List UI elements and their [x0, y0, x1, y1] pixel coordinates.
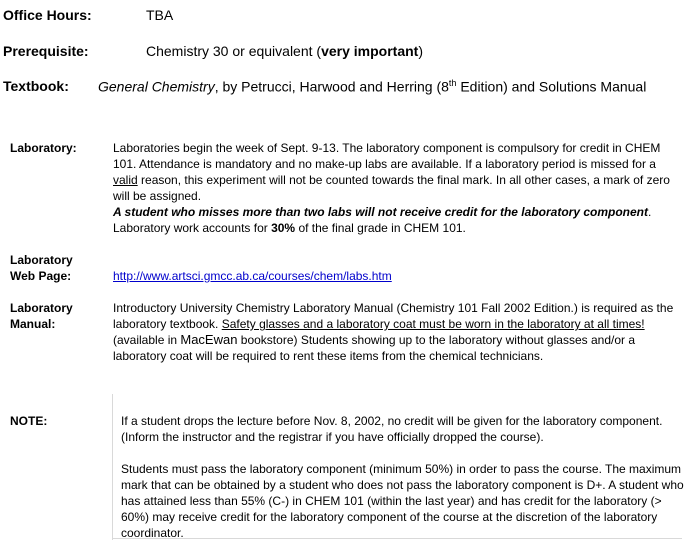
- laboratory-description: Laboratories begin the week of Sept. 9-13. The laboratory component is compulsory for credit in CHEM 101. Attendance is mandatory and no make-up labs are available. If a laboratory period is missed for a valid reason, this experiment will not be counted towards the final mark. In all other cases, a mark of zero will be assigned. A student who misses more than two labs will not receive credit for the laboratory component. Laboratory work accounts for 30% of the final grade in CHEM 101.: [113, 141, 670, 235]
- valid-word: valid: [113, 173, 138, 187]
- note-paragraph-1: If a student drops the lecture before Nov. 8, 2002, no credit will be given for the laboratory component. (Inform the instructor and the registrar if you have officially dropped the course).: [121, 414, 663, 444]
- prerequisite-value: Chemistry 30 or equivalent (very important): [146, 43, 423, 59]
- prerequisite-emphasis: very important: [321, 43, 419, 59]
- textbook-title: General Chemistry: [98, 78, 215, 95]
- lab-web-page-link[interactable]: http://www.artsci.gmcc.ab.ca/courses/chem/labs.htm: [113, 269, 392, 283]
- note-label: NOTE:: [10, 414, 48, 428]
- textbook-value: General Chemistry, by Petrucci, Harwood and Herring (8th Edition) and Solutions Manual: [98, 78, 647, 95]
- laboratory-percent: 30%: [271, 221, 296, 235]
- note-paragraph-2: Students must pass the laboratory component (minimum 50%) in order to pass the course. The maximum mark that can be obtained by a student who does not pass the laboratory component is D+. A student who has attained less than 55% (C-) in CHEM 101 (within the last year) and has credit for the laboratory (> 60%) may receive credit for the laboratory component of the course at the discretion of the laboratory coordinator.: [121, 462, 684, 540]
- table-border: [112, 394, 113, 540]
- prerequisite-label: Prerequisite:: [3, 43, 89, 59]
- bookstore-name: MacEwan: [180, 332, 238, 347]
- lab-manual-description: Introductory University Chemistry Laboratory Manual (Chemistry 101 Fall 2002 Edition.) is required as the laboratory textbook. Safety glasses and a laboratory coat must be worn in the laboratory at all times! (available in MacEwan bookstore) Students showing up to the laboratory without glasses and/or a laboratory coat will be required to rent these items from the chemical technicians.: [113, 301, 674, 363]
- lab-web-page-label: Laboratory Web Page:: [10, 253, 73, 283]
- laboratory-label: Laboratory:: [10, 141, 77, 155]
- lab-manual-label: Laboratory Manual:: [10, 301, 73, 331]
- office-hours-label: Office Hours:: [3, 7, 92, 23]
- safety-notice: Safety glasses and a laboratory coat must be worn in the laboratory at all times!: [221, 317, 645, 331]
- textbook-label: Textbook:: [3, 78, 69, 94]
- laboratory-warning: A student who misses more than two labs will not receive credit for the laboratory component: [113, 205, 648, 219]
- office-hours-value: TBA: [146, 7, 174, 23]
